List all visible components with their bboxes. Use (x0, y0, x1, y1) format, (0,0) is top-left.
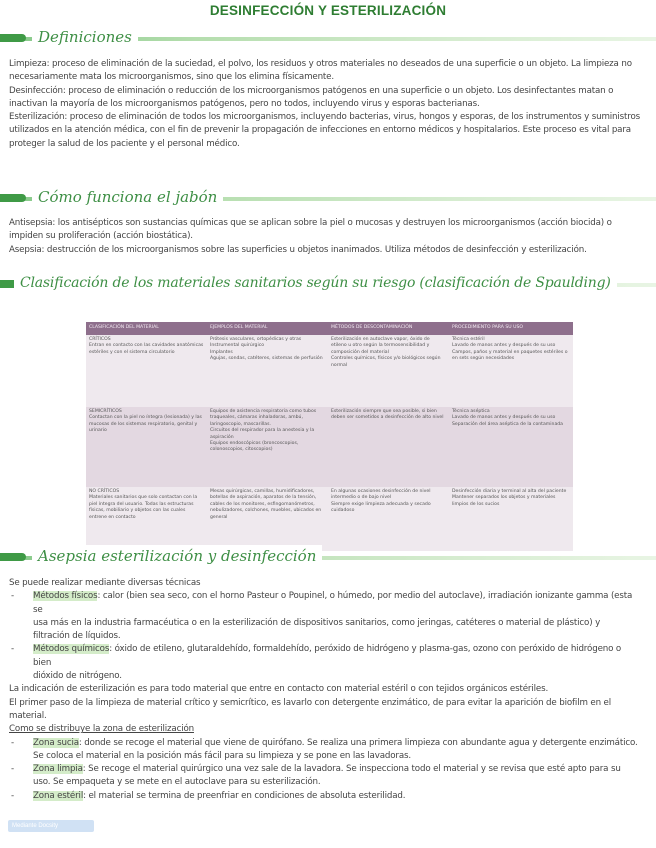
table-cell (86, 335, 207, 407)
asepsia-text (9, 577, 641, 803)
cell-line: Mantener separados los objetos y materiales limpios de los sucios (452, 495, 556, 507)
cell-text (452, 489, 570, 508)
text-line: filtración de líquidos. (33, 631, 121, 642)
cell-line: Agujas, sondas, catéteres, sistemas de perfusión (210, 356, 323, 362)
definiciones-text (9, 58, 641, 151)
jabon-text (9, 217, 641, 257)
table-cell (328, 335, 449, 407)
cell-line: Controles químicos, físicos y/o biológicos según normal (331, 356, 441, 368)
table-cell (328, 487, 449, 551)
text-line: : Se recoge el material quirúrgico una vez sale de la lavadora. Se inspecciona todo el material y se revisa que esté apto para su (82, 764, 621, 775)
text-line: Desinfección: proceso de eliminación o reducción de los microorganismos patógenos en una superficie o un objeto. Los desinfectantes matan o (9, 85, 614, 96)
cell-line: Equipos endoscópicos (broncoscopios, colonoscopios, citoscopios) (210, 441, 299, 453)
heading-text: Definiciones (32, 26, 138, 48)
bullet-icon: - (11, 644, 14, 655)
cell-line: Implantes (210, 349, 233, 355)
text-line: inactivan la mayoría de los microorganismos patógenos, pero no todos, incluyendo virus y esporas bacterianas. (9, 98, 480, 109)
text-line: : óxido de etileno, glutaraldehído, formaldehído, peróxido de hidrógeno y plasma-gas, ozono con peróxido de hidrógeno o bien (33, 644, 622, 668)
cell-first-line: Equipos de asistencia respiratoria como tubos traqueales, cámaras inhaladoras, ambú, laringoscopio, mascarillas. (210, 409, 317, 427)
section-heading-asepsia (0, 545, 656, 567)
highlighted-term: Zona estéril (33, 790, 84, 801)
spaulding-table (86, 322, 573, 551)
bullet-icon: - (11, 790, 14, 801)
table-cell (207, 407, 328, 487)
text-line: Antisepsia: los antisépticos son sustancias químicas que se aplican sobre la piel o mucosas y destruyen los microorganismos (acción biocida) o (9, 218, 612, 228)
list-item-zona-sucia (9, 737, 641, 764)
cell-line: Campos, paños y material en paquetes estériles o en sets según necesidades (452, 349, 568, 362)
text-line: necesariamente mata los microorganismos, sino que los elimina físicamente. (9, 72, 334, 83)
heading-marker (0, 553, 26, 561)
cell-line: Contactan con la piel no íntegra (lesionada) y las mucosas de los sistemas respiratorio, genital y urinario (89, 415, 202, 434)
page-title: DESINFECCIÓN Y ESTERILIZACIÓN (209, 3, 447, 18)
text-line: material. (9, 710, 47, 721)
text-line: : donde se recoge el material que viene de quirófano. Se realiza una primera limpieza con abundante agua y detergente enzimático. (78, 737, 638, 748)
text-line: La indicación de esterilización es para todo material que entre en contacto con material estéril o con tejidos orgánicos estériles. (9, 684, 549, 695)
table-row (86, 407, 573, 487)
highlighted-term: Zona limpia (33, 764, 83, 775)
text-line: Limpieza: proceso de eliminación de la suciedad, el polvo, los residuos y otros materiales no deseados de una superficie o un objeto. La limpieza no (9, 59, 632, 69)
cell-text (210, 489, 325, 521)
text-line: uso. Se empaqueta y se mete en el autoclave para su esterilización. (33, 777, 321, 788)
table-cell (86, 407, 207, 487)
cell-first-line: Esterilización siempre que sea posible, si bien deben ser sometidos a desinfección de alto nivel (331, 409, 444, 421)
highlighted-term: Métodos físicos (33, 591, 98, 602)
heading-text: Clasificación de los materiales sanitarios según su riesgo (clasificación de Spaulding) (14, 272, 617, 294)
text-line: Esterilización: proceso de eliminación de todos los microorganismos, incluyendo bacterias, virus, hongos y esporas, de los instrumentos y suministros (9, 112, 641, 123)
text-line: usa más en la industria farmacéutica o en la esterilización de dispositivos sanitarios, como jeringas, catéteres o material de plástico) y (33, 617, 601, 628)
text-line: proteger la salud de los paciente y el personal médico. (9, 138, 240, 149)
cell-first-line: En algunas ocasiones desinfección de nivel intermedio o de bajo nivel (331, 489, 431, 501)
cell-first-line: Desinfección diaria y terminal al alta del paciente (452, 489, 567, 494)
heading-text: Asepsia esterilización y desinfección (32, 545, 322, 567)
table-cell (328, 407, 449, 487)
text-line: : el material se termina de preenfriar en condiciones de absoluta esterilidad. (83, 790, 406, 801)
text-line: impiden su proliferación (acción biostática). (9, 231, 193, 242)
cell-first-line: Prótesis vasculares, ortopédicas y otras (210, 337, 302, 342)
cell-line: Circuitos del respirador para la anestesia y la aspiración (210, 428, 315, 440)
highlighted-term: Zona sucia (33, 737, 79, 748)
text-line: utilizados en la atención médica, con el fin de prevenir la propagación de infecciones en entorno médicos y hospitalarios. Este proceso es vital para (9, 125, 631, 136)
table-header-cell: EJEMPLOS DEL MATERIAL (207, 322, 328, 335)
cell-first-line: CRÍTICOS (89, 337, 111, 342)
heading-marker (0, 34, 26, 42)
heading-marker (0, 194, 26, 202)
section-heading-jabon (0, 186, 656, 208)
text-line: El primer paso de la limpieza de material crítico y semicrítico, es lavarlo con detergente enzimático, de para evitar la aparición de biofilm en el (9, 697, 611, 708)
cell-line: Materiales sanitarios que solo contactan con la piel íntegra del usuario. Todas las estructuras físicas, mobiliario y objetos con las cuales entrene en contacto (89, 495, 198, 520)
cell-text (89, 489, 204, 521)
cell-line: Entran en contacto con las cavidades anatómicas estériles y con el sistema circulatorio (89, 343, 204, 355)
cell-first-line: SEMICRÍTICOS (89, 409, 122, 414)
cell-text (331, 409, 446, 422)
section-heading-clasificacion (0, 272, 656, 294)
table-row (86, 487, 573, 551)
cell-text (89, 409, 204, 435)
cell-first-line: Técnica aséptica (452, 409, 490, 414)
table-cell (449, 407, 573, 487)
table-cell (207, 487, 328, 551)
table-header-cell: CLASIFICACIÓN DEL MATERIAL (86, 322, 207, 335)
list-item-metodos-fisicos (9, 590, 641, 643)
bullet-icon: - (11, 764, 14, 775)
cell-text (452, 409, 570, 428)
cell-first-line: Esterilización en autoclave vapor, óxido de etileno u otro según la termosensibilidad y composición del material (331, 337, 430, 355)
table-header-row (86, 322, 573, 335)
cell-text (331, 489, 446, 515)
cell-first-line: Mesas quirúrgicas, camillas, humidificadores, botellas de aspiración, aparatos de la tensión, cables de los monitores, esfingomanómetros, nebulizadores, colchones, muebles, ubicados en general (210, 489, 322, 520)
list-item-zona-esteril (9, 790, 641, 803)
cell-text (210, 409, 325, 454)
subheading-zona: Como se distribuye la zona de esterilización (9, 724, 194, 735)
table-cell (207, 335, 328, 407)
bullet-icon: - (11, 737, 14, 748)
cell-first-line: Técnica estéril (452, 337, 485, 342)
section-heading-definiciones (0, 26, 656, 48)
list-item-metodos-quimicos (9, 643, 641, 683)
text-line: Asepsia: destrucción de los microorganismos sobre las superficies u objetos inanimados. Utiliza métodos de desinfección y esterilización. (9, 244, 587, 255)
cell-line: Lavado de manos antes y después de su uso (452, 415, 556, 421)
heading-text: Cómo funciona el jabón (32, 186, 223, 208)
cell-text (210, 337, 325, 363)
cell-text (331, 337, 446, 369)
table-cell (86, 487, 207, 551)
table-header-cell: MÉTODOS DE DESCONTAMINACIÓN (328, 322, 449, 335)
cell-line: Instrumental quirúrgico (210, 343, 265, 349)
docsity-watermark[interactable]: Mediante Docsity (8, 820, 94, 832)
table-header-cell: PROCEDIMIENTO PARA SU USO (449, 322, 573, 335)
cell-text (452, 337, 570, 363)
text-line: Se coloca el material en la posición más fácil para su limpieza y se pone en las lavadoras. (33, 750, 411, 761)
cell-first-line: NO CRÍTICOS (89, 489, 120, 494)
table-cell (449, 335, 573, 407)
text-line: Se puede realizar mediante diversas técnicas (9, 578, 201, 588)
cell-line: Lavado de manos antes y después de su uso (452, 343, 556, 349)
table-cell (449, 487, 573, 551)
table-row (86, 335, 573, 407)
list-item-zona-limpia (9, 763, 641, 790)
text-line: : calor (bien sea seco, con el horno Pasteur o Poupinel, o húmedo, por medio del autoclave), irradiación ionizante gamma (esta se (33, 591, 633, 615)
text-line: dióxido de nitrógeno. (33, 671, 122, 682)
cell-line: Siempre exige limpieza adecuada y secado cuidadoso (331, 501, 431, 514)
cell-line: Separación del área aséptica de la contaminada (452, 421, 563, 427)
cell-text (89, 337, 204, 356)
bullet-icon: - (11, 591, 14, 602)
highlighted-term: Métodos químicos (33, 644, 110, 655)
